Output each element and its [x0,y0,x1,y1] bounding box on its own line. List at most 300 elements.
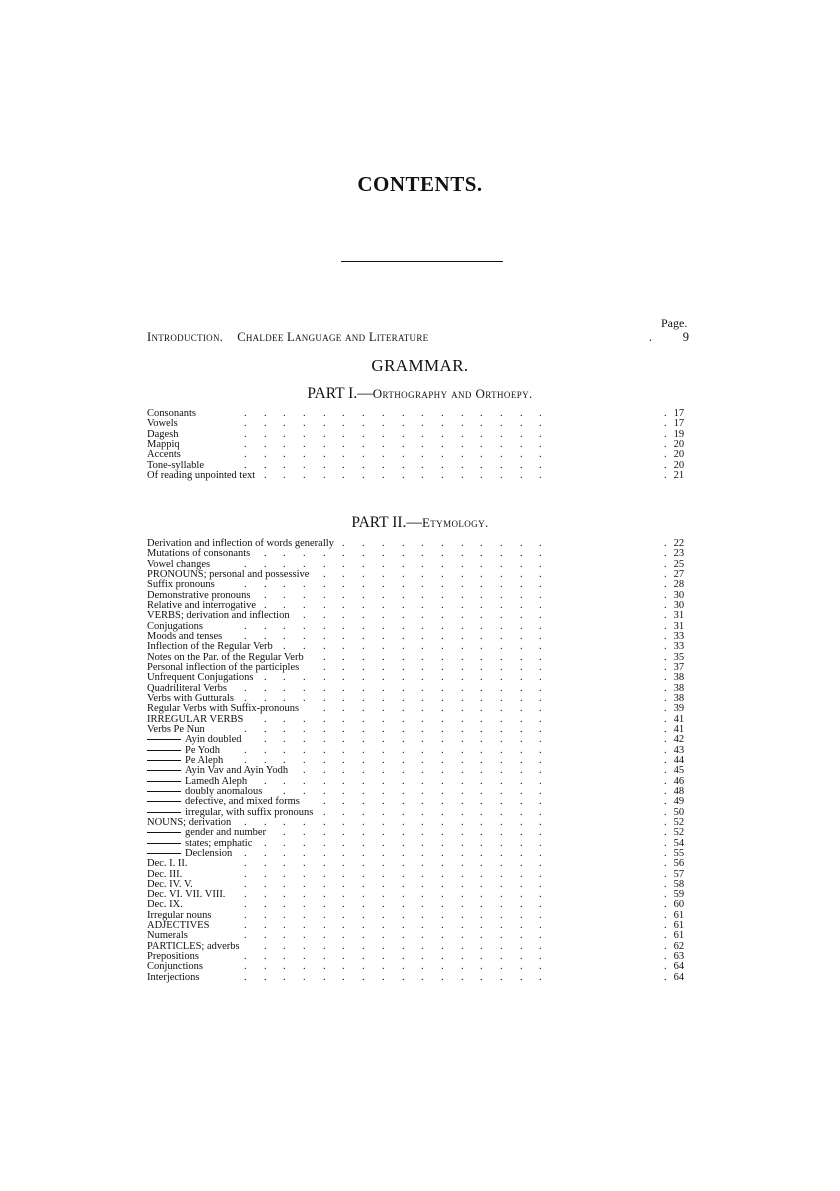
leader-dot: . [323,428,326,440]
leader-dot: . [264,459,267,471]
leader-dot: . [402,961,405,973]
leader-dot: . [500,847,503,859]
leader-dot: . [283,889,286,901]
leader-dot: . [362,930,365,942]
page-number: 64 [673,971,685,983]
leader-dot: . [323,672,326,684]
page-number: 49 [673,796,685,808]
leader-dot: . [342,428,345,440]
leader-dot: . [283,816,286,828]
leader-dot: . [342,909,345,921]
leader-dot: . [520,816,523,828]
leader-dot: . [362,868,365,880]
leader-dot: . [441,858,444,870]
leader-dot: . [402,785,405,797]
leader-dot: . [382,909,385,921]
leader-dot: . [323,682,326,694]
leader-dot: . [323,796,326,808]
leader-dot: . [342,469,345,481]
leader-dot: . [342,599,345,611]
leader-dot: . [461,713,464,725]
leader-dot: . [461,765,464,777]
entry-text: Suffix pronouns [147,579,215,591]
leader-dot: . [421,775,424,787]
page-number: 17 [673,418,685,430]
leader-dot: . [382,744,385,756]
leader-dot: . [480,847,483,859]
leader-dot: . [283,775,286,787]
leader-dot: . [342,827,345,839]
leader-dot: . [441,428,444,440]
leader-dot: . [342,951,345,963]
leader-dot: . [480,672,483,684]
leader-dot: . [664,651,667,663]
leader-dot: . [520,438,523,450]
leader-dot: . [461,847,464,859]
leader-dot: . [323,610,326,622]
leader-dot: . [283,971,286,983]
leader-dot: . [382,765,385,777]
leader-dot: . [264,418,267,430]
leader-dot: . [480,796,483,808]
leader-dot: . [500,610,503,622]
leader-dot: . [520,961,523,973]
leader-dot: . [323,971,326,983]
leader-dot: . [664,469,667,481]
leader-dot: . [244,459,247,471]
leader-dot: . [421,469,424,481]
leader-dot: . [539,744,542,756]
leader-dot: . [421,703,424,715]
entry-text: Dec. IV. V. [147,878,193,890]
page-number: 37 [673,661,685,673]
leader-dot: . [664,548,667,560]
leader-dot: . [303,630,306,642]
page-title: CONTENTS. [357,172,483,196]
page-number: 61 [673,930,685,942]
leader-dot: . [539,827,542,839]
entry-text: defective, and mixed forms [185,796,300,808]
leader-dot: . [520,796,523,808]
leader-dot: . [303,408,306,419]
leader-dot: . [520,651,523,663]
leader-dot: . [500,734,503,746]
leader-dot: . [539,599,542,611]
leader-dot: . [342,775,345,787]
leader-dot: . [539,765,542,777]
leader-dot: . [520,723,523,735]
leader-dot: . [664,408,667,419]
entry-text: Regular Verbs with Suffix-pronouns [147,703,300,715]
leader-dot: . [421,806,424,818]
leader-dot: . [480,940,483,952]
leader-dot: . [461,599,464,611]
leader-dot: . [539,971,542,983]
leader-dot: . [342,816,345,828]
leader-dot: . [480,610,483,622]
leader-dot: . [539,428,542,440]
part2-entry [147,973,695,983]
leader-dot: . [539,899,542,911]
leader-dot: . [539,951,542,963]
leader-dot: . [303,858,306,870]
leader-dot: . [441,723,444,735]
part2-heading-subtitle: Etymology. [421,515,489,530]
leader-dot: . [323,785,326,797]
leader-dot: . [382,610,385,622]
page-number: 30 [673,599,685,611]
leader-dot: . [264,899,267,911]
leader-dot: . [421,418,424,430]
leader-dot: . [342,713,345,725]
leader-dot: . [283,620,286,632]
leader-dot: . [382,661,385,673]
leader-dot: . [362,827,365,839]
leader-dot: . [520,620,523,632]
entry-text: IRREGULAR VERBS [147,713,244,725]
leader-dot: . [402,449,405,461]
leader-dot: . [480,806,483,818]
leader-dot: . [480,641,483,653]
leader-dot: . [539,568,542,580]
part2-entry [147,735,695,745]
leader-dot: . [264,744,267,756]
leader-dot: . [520,408,523,419]
leader-dot: . [323,754,326,766]
leader-dot: . [664,754,667,766]
entry-text: Prepositions [147,951,199,963]
leader-dot: . [283,909,286,921]
entry-text: Inflection of the Regular Verb [147,641,273,653]
leader-dot: . [500,806,503,818]
leader-dot: . [264,599,267,611]
leader-dot: . [441,589,444,601]
introduction-entry [147,330,695,345]
leader-dot: . [441,449,444,461]
leader-dot: . [500,858,503,870]
leader-dot: . [500,878,503,890]
leader-dot: . [480,899,483,911]
leader-dot: . [461,579,464,591]
leader-dot: . [520,837,523,849]
leader-dot: . [283,599,286,611]
entry-text: Ayin doubled [185,734,242,746]
leader-dot: . [539,878,542,890]
leader-dot: . [323,599,326,611]
leader-dot: . [664,775,667,787]
leader-dot: . [342,408,345,419]
page-number: 33 [673,630,685,642]
leader-dot: . [323,692,326,704]
leader-dot: . [382,734,385,746]
leader-dot: . [362,899,365,911]
leader-dot: . [382,785,385,797]
leader-dot: . [461,837,464,849]
leader-dot: . [500,785,503,797]
leader-dot: . [480,469,483,481]
leader-dot: . [303,951,306,963]
leader-dot: . [402,641,405,653]
leader-dot: . [303,449,306,461]
leader-dot: . [421,682,424,694]
leader-dot: . [480,418,483,430]
leader-dot: . [480,909,483,921]
leader-dot: . [500,889,503,901]
leader-dot: . [441,469,444,481]
leader-dot: . [342,858,345,870]
entry-text: Dec. I. II. [147,858,188,870]
leader-dot: . [664,889,667,901]
leader-dot: . [421,816,424,828]
leader-dot: . [421,568,424,580]
leader-dot: . [402,889,405,901]
leader-dot: . [323,878,326,890]
leader-dot: . [539,816,542,828]
leader-dot: . [323,548,326,560]
entry-text: Irregular nouns [147,909,212,921]
leader-dot: . [421,951,424,963]
leader-dot: . [461,610,464,622]
leader-dot: . [480,620,483,632]
entry-text: Conjugations [147,620,204,632]
leader-dot: . [402,459,405,471]
leader-dot: . [362,847,365,859]
leader-dot: . [342,641,345,653]
leader-dot: . [421,723,424,735]
leader-dot: . [362,589,365,601]
leader-dot: . [303,610,306,622]
leader-dot: . [283,868,286,880]
entry-text: Of reading unpointed text [147,469,256,481]
leader-dot: . [441,806,444,818]
ditto-dash [147,770,181,771]
leader-dot: . [664,672,667,684]
leader-dot: . [264,775,267,787]
leader-dot: . [421,909,424,921]
leader-dot: . [264,630,267,642]
leader-dot: . [264,469,267,481]
leader-dot: . [421,651,424,663]
leader-dot: . [539,713,542,725]
leader-dot: . [244,579,247,591]
leader-dot: . [362,548,365,560]
leader-dot: . [342,548,345,560]
leader-dot: . [362,661,365,673]
leader-dot: . [500,672,503,684]
leader-dot: . [461,428,464,440]
leader-dot: . [421,847,424,859]
leader-dot: . [421,868,424,880]
leader-dot: . [264,723,267,735]
page-column-label: Page. [661,316,688,330]
introduction-text: Chaldee Language and Literature [237,330,429,344]
leader-dot: . [342,438,345,450]
leader-dot: . [441,568,444,580]
leader-dot: . [303,734,306,746]
leader-dot: . [480,558,483,570]
leader-dot: . [500,754,503,766]
leader-dot: . [402,610,405,622]
leader-dot: . [303,589,306,601]
leader-dot: . [342,449,345,461]
leader-dot: . [283,723,286,735]
leader-dot: . [421,558,424,570]
leader-dot: . [461,868,464,880]
leader-dot: . [421,878,424,890]
entry-text: Mutations of consonants [147,548,251,560]
page-number: 50 [673,806,685,818]
leader-dot: . [323,568,326,580]
leader-dot: . [520,785,523,797]
leader-dot: . [664,971,667,983]
leader-dot: . [402,558,405,570]
leader-dot: . [362,940,365,952]
leader-dot: . [402,951,405,963]
leader-dot: . [342,630,345,642]
leader-dot: . [500,837,503,849]
leader-dot: . [421,899,424,911]
leader-dot: . [441,641,444,653]
leader-dot: . [303,940,306,952]
entry-text: Dagesh [147,428,179,440]
leader-dot: . [362,579,365,591]
leader-dot: . [421,961,424,973]
leader-dot: . [421,459,424,471]
leader-dot: . [664,620,667,632]
leader-dot: . [382,459,385,471]
leader-dot: . [480,878,483,890]
leader-dot: . [283,589,286,601]
leader-dot: . [342,837,345,849]
leader-dot: . [520,734,523,746]
leader-dot: . [441,558,444,570]
leader-dot: . [283,713,286,725]
leader-dot: . [664,630,667,642]
leader-dot: . [480,589,483,601]
leader-dot: . [500,723,503,735]
leader-dot: . [402,827,405,839]
leader-dot: . [461,449,464,461]
leader-dot: . [362,816,365,828]
leader-dot: . [500,868,503,880]
leader-dot: . [382,692,385,704]
leader-dot: . [362,418,365,430]
leader-dot: . [441,951,444,963]
leader-dot: . [283,734,286,746]
leader-dot: . [402,878,405,890]
part2-entry [147,859,695,869]
leader-dot: . [461,651,464,663]
leader-dot: . [402,408,405,419]
leader-dot: . [480,785,483,797]
leader-dot: . [283,837,286,849]
leader-dot: . [520,630,523,642]
leader-dot: . [402,847,405,859]
leader-dot: . [441,889,444,901]
leader-dot: . [402,920,405,932]
leader-dot: . [382,961,385,973]
leader-dot: . [382,651,385,663]
leader-dot: . [664,796,667,808]
leader-dot: . [520,754,523,766]
leader-dot: . [382,558,385,570]
leader-dot: . [283,428,286,440]
leader-dot: . [520,661,523,673]
leader-dot: . [500,744,503,756]
leader-dot: . [480,723,483,735]
entry-text: Verbs with Gutturals [147,692,234,704]
leader-dot: . [402,837,405,849]
leader-dot: . [264,438,267,450]
leader-dot: . [402,899,405,911]
entry-text: Demonstrative pronouns [147,589,251,601]
leader-dot: . [500,599,503,611]
leader-dot: . [421,796,424,808]
leader-dot: . [500,899,503,911]
leader-dot: . [362,951,365,963]
leader-dot: . [244,847,247,859]
leader-dot: . [520,538,523,549]
leader-dot: . [283,548,286,560]
leader-dot: . [303,599,306,611]
leader-dot: . [539,469,542,481]
leader-dot: . [323,765,326,777]
leader-dot: . [441,579,444,591]
leader-dot: . [520,951,523,963]
leader-dot: . [323,868,326,880]
leader-dot: . [382,589,385,601]
leader-dot: . [500,568,503,580]
leader-dot: . [461,589,464,601]
leader-dot: . [402,816,405,828]
leader-dot: . [382,599,385,611]
leader-dot: . [539,961,542,973]
leader-dot: . [539,692,542,704]
leader-dot: . [303,816,306,828]
leader-dot: . [402,765,405,777]
leader-dot: . [382,548,385,560]
leader-dot: . [664,940,667,952]
leader-dot: . [664,878,667,890]
leader-dot: . [362,920,365,932]
leader-dot: . [382,538,385,549]
leader-dot: . [402,579,405,591]
leader-dot: . [264,920,267,932]
entry-text: Numerals [147,930,188,942]
leader-dot: . [539,868,542,880]
leader-dot: . [382,469,385,481]
leader-dot: . [500,682,503,694]
page-number: 43 [673,744,685,756]
leader-dot: . [520,641,523,653]
leader-dot: . [539,806,542,818]
leader-dot: . [421,428,424,440]
leader-dot: . [441,408,444,419]
page-number: 20 [673,438,685,450]
leader-dot: . [382,438,385,450]
entry-text: Derivation and inflection of words generally [147,538,334,549]
leader-dot: . [500,438,503,450]
entry-text: Personal inflection of the participles [147,661,300,673]
leader-dot: . [303,459,306,471]
leader-dot: . [480,951,483,963]
leader-dot: . [382,418,385,430]
leader-dot: . [664,641,667,653]
leader-dot: . [362,682,365,694]
leader-dot: . [283,469,286,481]
leader-dot: . [441,930,444,942]
leader-dot: . [362,703,365,715]
